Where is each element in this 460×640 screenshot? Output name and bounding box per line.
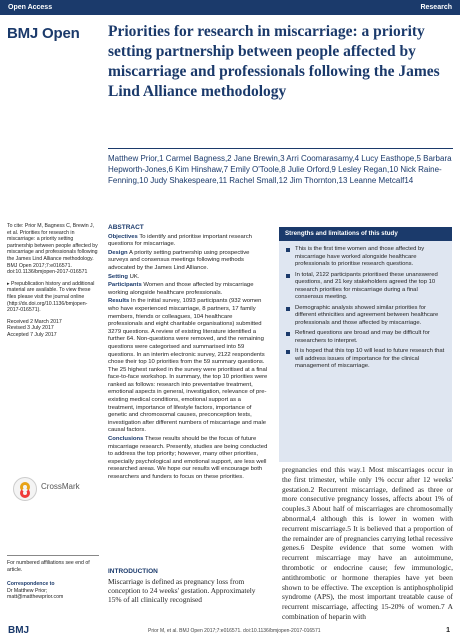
top-banner (0, 0, 460, 15)
results-text: In the initial survey, 1093 participants (932 women who have experienced miscarriage, 8 partners, 17 family members, friends or colleagues, 104 healthcare professionals and eight charitable organisations) submitted 3279 questions. A review of existing literature identified a further 64. Non-questions were removed, and the remaining questions were categorised and summarised into 59 questions. In an interim electronic survey, 2122 respondents chose their top 10 priorities from the 59 summary questions. The 25 highest ranked in the survey were prioritised at a final face-to-face workshop. In summary, the top 10 priorities were ranked as follows: research into preventative treatment, emotional aspects in general, investigation, relevance of pre-existing medical conditions, emotional support as a treatment, importance of lifestyle factors, importance of genetic and chromosomal causes, preconception tests, investigation after different numbers of miscarriage and male causal factors. (108, 298, 268, 434)
design-text: A priority setting partnership using prospective surveys and consensus meetings following methods advocated by the James Lind Alliance. (108, 249, 250, 271)
abstract-heading: ABSTRACT (108, 224, 144, 231)
article-title: Priorities for research in miscarriage: a priority setting partnership between people affected by miscarriage and professionals following the James Lind Alliance methodology (108, 23, 440, 100)
sidebar-correspondence (7, 560, 99, 601)
open-access-label: Open Access (8, 4, 53, 11)
affiliation-note: For numbered affiliations see end of article. (7, 560, 90, 573)
objectives-text: To identify and prioritise important research questions for miscarriage. (108, 233, 252, 248)
abstract (108, 224, 268, 483)
crossmark-label: CrossMark (41, 482, 80, 491)
prepub-note[interactable]: ▸ Prepublication history and additional material are available. To view these files please visit the journal online (http://dx.doi.org/10.1136/bmjopen-2017-016571). (7, 280, 95, 314)
page-number: 1 (446, 627, 450, 634)
design-label: Design (108, 249, 128, 256)
cite-note: To cite: Prior M, Bagness C, Brewin J, et al. Priorities for research in miscarriage: a priority setting partnership between people affected by miscarriage and professionals following the James Lind Alliance methodology. BMJ Open 2017;7:e016571. doi:10.1136/bmjopen-2017-016571 (7, 223, 98, 276)
correspondence-heading: Correspondence to (7, 581, 55, 588)
box-item: It is hoped that this top 10 will lead to future research that will address issues of importance for the clinical management of miscarriage. (286, 348, 445, 371)
article-dates: Received 2 March 2017 Revised 3 July 2017 Accepted 7 July 2017 (7, 318, 62, 338)
correspondence-name: Dr Matthew Prior; (7, 587, 48, 594)
introduction-heading: INTRODUCTION (108, 568, 158, 575)
body-text: pregnancies end this way.1 Most miscarriages occur in the first trimester, while only 1% occur after 12 weeks' gestation.2 Recurrent miscarriage, defined as three or more consecutive pregnancy losses, affects about 1% of couples.3 About half of miscarriages are chromosomally abnormal,4 although this is lower in women with recurrent miscarriage.5 It is believed that a proportion of the remainder are of pregnancies carrying lethal recessive genes.6 Despite evidence that some women with recurrent miscarriage may have an autoimmune, thrombotic or endocrine cause; few immunologic, antithrombotic or hormone therapies have yet been shown to be effective. The exception is antiphospholipid syndrome (APS), the most important treatable cause of recurrent miscarriage, affecting 15-20% of women.7 A combination of heparin with (282, 465, 453, 621)
footer-logo: BMJ (8, 625, 30, 636)
title-divider (108, 148, 453, 149)
participants-label: Participants (108, 282, 142, 289)
correspondence-email[interactable]: matt@matthewprior.com (7, 594, 64, 601)
introduction-text: Miscarriage is defined as pregnancy loss from conception to 24 weeks' gestation. Approximately 15% of all clinically recognised (108, 577, 256, 604)
section-label: Research (420, 4, 452, 11)
conclusions-text: These results should be the focus of future miscarriage research. Presently, studies are being conducted to address the top priority; however, many other priorities, especially psychological and emotional support, are less well researched areas. We hope our results will encourage both researchers and funders to focus on these priorities. (108, 436, 268, 480)
setting-text: UK. (127, 273, 140, 280)
box-list (279, 241, 452, 371)
footer-citation: Prior M, et al. BMJ Open 2017;7:e016571. doi:10.1136/bmjopen-2017-016571 (148, 628, 321, 634)
participants-text: Women and those affected by miscarriage working alongside healthcare professionals. (108, 282, 254, 296)
objectives-label: Objectives (108, 233, 138, 240)
strengths-limitations-box (279, 227, 452, 462)
setting-label: Setting (108, 273, 128, 280)
box-item: Demographic analysis showed similar priorities for different ethnicities and agreement between healthcare professionals and those affected by miscarriage. (286, 305, 445, 328)
page-footer (0, 622, 460, 640)
box-item: In total, 2122 participants prioritised these unanswered questions, and 21 key stakeholders agreed the top 10 research priorities for miscarriage during a final consensus meeting. (286, 272, 445, 302)
journal-logo: BMJ Open (7, 25, 80, 42)
results-label: Results (108, 298, 130, 305)
box-item: This is the first time women and those affected by miscarriage have worked alongside healthcare professionals to prioritise research questions. (286, 246, 445, 269)
box-heading: Strengths and limitations of this study (279, 227, 452, 241)
author-list: Matthew Prior,1 Carmel Bagness,2 Jane Brewin,3 Arri Coomarasamy,4 Lucy Easthope,5 Barbara Hepworth-Jones,6 Kim Hinshaw,7 Emily O'Toole,8 Julie Orford,9 Lesley Regan,10 Nick Raine-Fenning,10 Judy Shakespeare,11 Rachel Small,12 Jim Thornton,13 Leanne Metcalf14 (108, 154, 452, 185)
crossmark-badge[interactable] (5, 471, 100, 505)
crossmark-icon (13, 477, 37, 501)
left-sidebar (7, 223, 99, 344)
box-item: Refined questions are broad and may be difficult for researchers to interpret. (286, 330, 445, 345)
conclusions-label: Conclusions (108, 436, 144, 443)
sidebar-divider (7, 555, 99, 556)
